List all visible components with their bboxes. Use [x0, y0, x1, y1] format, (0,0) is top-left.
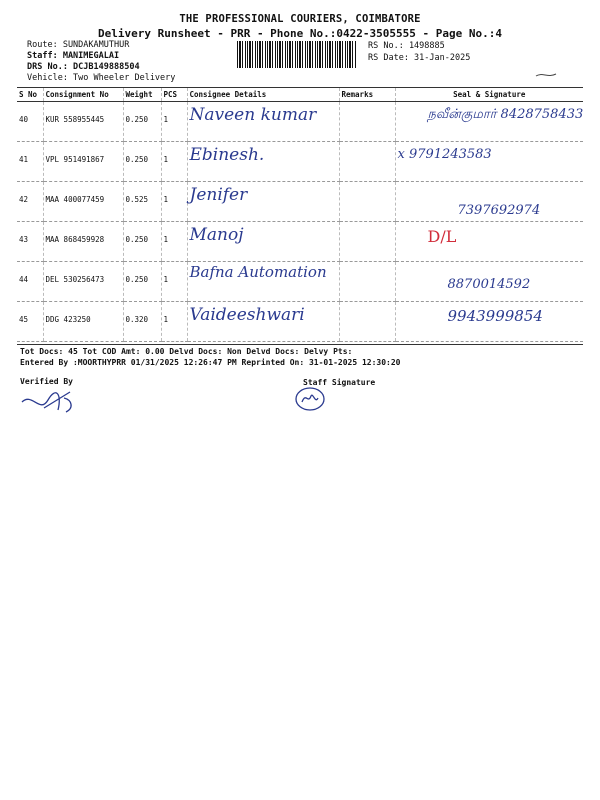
delivery-mark: D/L	[427, 227, 457, 246]
staff-signature-mark	[292, 384, 332, 414]
table-row	[17, 142, 583, 182]
consignee-name: Jenifer	[189, 185, 248, 205]
cell-consignment: DDG 423250	[43, 302, 123, 342]
cell-sno: 44	[17, 262, 43, 302]
cell-pcs: 1	[161, 262, 187, 302]
cell-sno: 42	[17, 182, 43, 222]
runsheet-table	[17, 87, 583, 342]
col-header-pcs: PCS	[161, 88, 187, 102]
col-header-remarks: Remarks	[339, 88, 395, 102]
receiver-signature: 8870014592	[447, 277, 531, 292]
vehicle-label: Vehicle: Two Wheeler Delivery	[27, 73, 176, 83]
table-row	[17, 222, 583, 262]
col-header-sno: S No	[17, 88, 43, 102]
cell-sno: 41	[17, 142, 43, 182]
col-header-consignment: Consignment No	[43, 88, 123, 102]
cell-weight: 0.250	[123, 262, 161, 302]
rs-date: RS Date: 31-Jan-2025	[368, 53, 471, 63]
cell-pcs: 1	[161, 142, 187, 182]
cell-pcs: 1	[161, 182, 187, 222]
cell-remarks	[339, 222, 395, 262]
col-header-weight: Weight	[123, 88, 161, 102]
rs-number: RS No.: 1498885	[368, 41, 445, 51]
consignee-name: Naveen kumar	[189, 105, 317, 125]
receiver-signature: x 9791243583	[397, 147, 492, 162]
cell-pcs: 1	[161, 102, 187, 142]
verifier-signature	[18, 388, 84, 418]
receiver-signature: 9943999854	[447, 307, 543, 325]
cell-remarks	[339, 142, 395, 182]
company-title: THE PROFESSIONAL COURIERS, COIMBATORE	[179, 13, 421, 25]
totals-line: Tot Docs: 45 Tot COD Amt: 0.00 Delvd Docs: Non Delvd Docs: Delvy Pts:	[20, 347, 353, 356]
cell-consignment: MAA 400077459	[43, 182, 123, 222]
cell-consignment: KUR 558955445	[43, 102, 123, 142]
runsheet-subtitle: Delivery Runsheet - PRR - Phone No.:0422-3505555 - Page No.:4	[98, 27, 502, 40]
staff-signature-label: Staff Signature	[303, 378, 376, 387]
barcode-image	[237, 41, 357, 68]
cell-weight: 0.250	[123, 102, 161, 142]
cell-weight: 0.250	[123, 222, 161, 262]
cell-remarks	[339, 262, 395, 302]
consignee-name: Manoj	[189, 225, 244, 245]
cell-weight: 0.320	[123, 302, 161, 342]
consignee-name: Vaideeshwari	[189, 305, 305, 325]
table-row	[17, 262, 583, 302]
receiver-signature: நவீன்குமார் 8428758433	[427, 107, 584, 122]
cell-remarks	[339, 302, 395, 342]
drs-label: DRS No.: DCJB149888504	[27, 62, 140, 72]
cell-consignment: VPL 951491867	[43, 142, 123, 182]
consignee-name: Ebinesh.	[189, 145, 265, 165]
col-header-consignee: Consignee Details	[187, 88, 339, 102]
table-row	[17, 302, 583, 342]
cell-pcs: 1	[161, 222, 187, 262]
receiver-signature: 7397692974	[457, 203, 541, 218]
verified-by-label: Verified By	[20, 377, 73, 386]
corner-mark	[534, 70, 558, 80]
table-row	[17, 102, 583, 142]
cell-remarks	[339, 182, 395, 222]
cell-consignment: DEL 530256473	[43, 262, 123, 302]
cell-consignment: MAA 868459928	[43, 222, 123, 262]
cell-weight: 0.525	[123, 182, 161, 222]
cell-pcs: 1	[161, 302, 187, 342]
cell-remarks	[339, 102, 395, 142]
cell-sno: 43	[17, 222, 43, 262]
footer-divider	[17, 344, 583, 345]
entered-by-line: Entered By :MOORTHYPRR 01/31/2025 12:26:47 PM Reprinted On: 31-01-2025 12:30:20	[20, 358, 401, 367]
table-row	[17, 182, 583, 222]
staff-label: Staff: MANIMEGALAI	[27, 51, 120, 61]
cell-weight: 0.250	[123, 142, 161, 182]
table-header-row	[17, 88, 583, 102]
cell-sno: 45	[17, 302, 43, 342]
col-header-signature: Seal & Signature	[395, 88, 583, 102]
route-label: Route: SUNDAKAMUTHUR	[27, 40, 130, 50]
consignee-name: Bafna Automation	[189, 263, 327, 281]
cell-sno: 40	[17, 102, 43, 142]
